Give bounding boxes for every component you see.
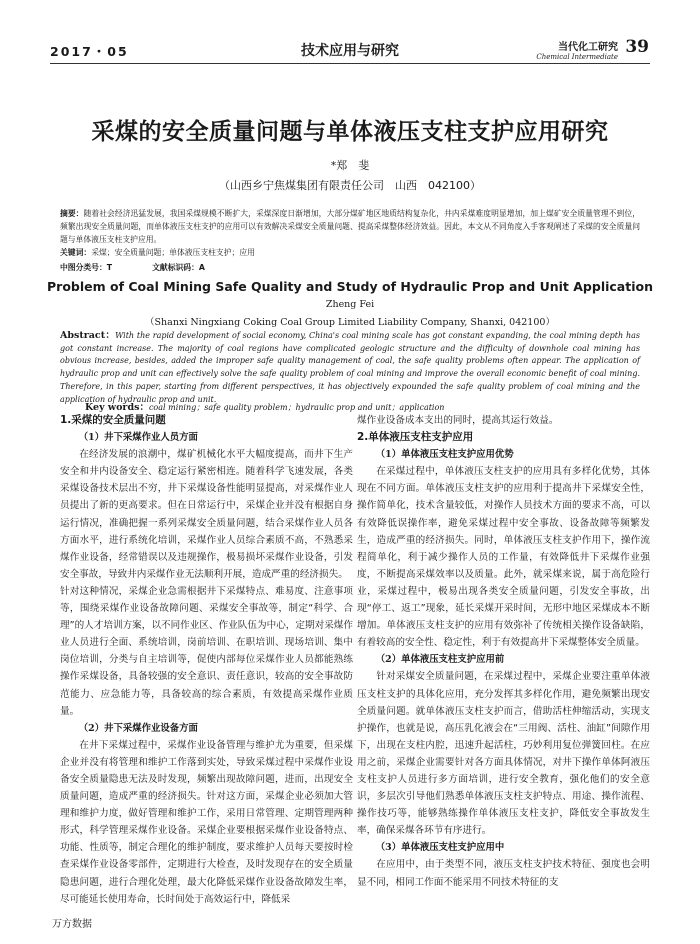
keywords-label: 关键词：	[60, 248, 92, 257]
abstract-label: 摘要：	[60, 209, 84, 218]
body-paragraph: 在井下采煤过程中，采煤作业设备管理与维护尤为重要，但采煤企业并没有将管理和维护工作落到实处，导致采煤过程中采煤作业设备安全质量隐患无法及时发现，频繁出现故障问题，进而，出现安全质量问题，造成严重的经济损失。针对这方面，采煤企业必须加大管理和维护力度，做好管理和维护工作，采用日常管理、定期管理两种形式，科学管理采煤作业设备。采煤企业要根据采煤作业设备特点、功能、性质等，制定合理化的维护制度，要求维护人员每天要按时检查采煤作业设备零部件，定期进行大检查，及时发现存在的安全质量隐患问题，进行合理化处理，最大化降低采煤作业设备故障发生率，尽可能延长使用寿命，长时间处于高效运行中，降低采	[60, 739, 353, 905]
body-paragraph: 针对这种情况，采煤企业急需根据井下采煤特点、难易度、注意事项等，围绕采煤作业设备故障问题、采煤安全事故等，制定“科学、合理”的人才培训方案，以不同作业区、作业队伍为中心，定期对采煤作业人员进行全面、系统培训，岗前培训、在职培训、现场培训、集中岗位培训，分类与自主培训等，促使内部每位采煤作业人员都能熟练操作采煤设备，具备较强的安全意识、责任意识，较高的安全事故防范能力、应急能力等，具备较高的综合素质，有效提高采煤作业质量。	[60, 585, 353, 717]
english-abstract: Abstract：With the rapid development of social economy, China's coal mining scale has got constant expanding, the coal mining depth has got constant increase. The majority of coal regions have complicated geologic structure and the difficulty of downhole coal mining has obvious increase, besides, added the improper safe quality management of coal, the safe quality problems often appear. The application of hydraulic prop and unit can effectively solve the safe quality problem of coal mining and improve the overall economic benefit of coal mining. Therefore, in this paper, starting from different perspectives, it has objectively expounded the safe quality problem of coal mining and the application of hydraulic prop and unit.	[60, 330, 640, 404]
english-author: Zheng Fei	[325, 299, 375, 310]
english-abstract-label: Abstract	[60, 330, 106, 341]
keywords-text: 采煤；安全质量问题；单体液压支柱支护；应用	[91, 248, 255, 257]
english-keywords: Key words：coal mining；safe quality problem；hydraulic prop and unit；application	[85, 402, 445, 413]
header-rule	[50, 63, 650, 64]
section-heading: 2.单体液压支柱支护应用	[357, 431, 474, 444]
classification-line	[60, 262, 205, 273]
journal-name-cn: 当代化工研究	[558, 42, 618, 53]
body-column-left	[60, 412, 353, 908]
english-affiliation: （Shanxi Ningxiang Coking Coal Group Limited Liability Company, Shanxi, 042100）	[145, 317, 555, 328]
article-affiliation: （山西乡宁焦煤集团有限责任公司 山西 042100）	[219, 179, 481, 192]
abstract-text: 随着社会经济迅猛发展，我国采煤规模不断扩大，采煤深度日渐增加，大部分煤矿地区地质结构复杂化，井内采煤难度明显增加，加上煤矿安全质量管理不到位，频繁出现安全质量问题，而单体液压支柱支护的应用可以有效解决采煤安全质量问题、提高采煤整体经济效益。因此，本文从不同角度入手客观阐述了采煤的安全质量问题与单体液压支柱支护应用。	[60, 209, 640, 244]
doc-code-label: 文献标识码：	[152, 263, 199, 272]
clc-label: 中图分类号：	[60, 263, 107, 272]
subsection-heading: （2）单体液压支柱支护应用前	[375, 654, 505, 666]
header-section: 技术应用与研究	[301, 43, 399, 59]
subsection-heading: （3）单体液压支柱支护应用中	[375, 842, 505, 854]
body-paragraph: 在经济发展的浪潮中，煤矿机械化水平大幅度提高，而井下生产安全和井内设备安全、稳定运行紧密相连。随着科学飞速发展，各类采煤设备技术层出不穷，井下采煤设备性能明显提高，对采煤作业人员提出了新的更高要求。但在日常运行中，采煤企业并没有根据自身运行情况，准确把握一系列采煤安全质量问题，结合采煤作业人员各方面水平，进行系统化培训，采煤作业人员综合素质不高，不熟悉采煤作业设备，经常错误以及违规操作，极易损坏采煤作业设备，引发安全事故，导致井内采煤作业无法顺利开展，造成严重的经济损失。	[60, 449, 353, 580]
page-number: 39	[625, 37, 649, 57]
article-title: 采煤的安全质量问题与单体液压支柱支护应用研究	[91, 119, 609, 145]
header-date: 2017・05	[50, 44, 129, 59]
body-paragraph: 煤作业设备成本支出的同时，提高其运行效益。	[357, 415, 559, 426]
abstract-cn	[60, 207, 640, 259]
body-paragraph: 针对采煤安全质量问题，在采煤过程中，采煤企业要注重单体液压支柱支护的具体化应用，充分发挥其多样化作用，避免频繁出现安全质量问题。就单体液压支柱支护而言，借助活柱伸缩活动，实现支护操作，也就是说，高压乳化液会在“三用阀、活柱、油缸”间隙作用下，出现在支柱内腔，迅速升起活柱，巧妙利用复位弹簧回柱。在应用之前，采煤企业需要针对各方面具体情况，对井下操作单体阿液压支柱支护人员进行多方面培训，进行安全教育，强化他们的安全意识，多层次引导他们熟悉单体液压支柱支护特点、用途、操作流程、操作技巧等，能够熟练操作单体液压支柱支护，降低安全事故发生率，确保采煤各环节有序进行。	[357, 671, 650, 837]
article-author: *郑 斐	[330, 159, 370, 172]
section-heading: 1.采煤的安全质量问题	[60, 414, 166, 426]
footer-source: 万方数据	[52, 919, 92, 930]
english-keywords-label: Key words	[85, 402, 140, 413]
english-abstract-text: With the rapid development of social economy, China's coal mining scale has got constant expanding, the coal mining depth has got constant increase. The majority of coal regions have complicated geologic structure and the difficulty of downhole coal mining has obvious increase, besides, added the improper safe quality management of coal, the safe quality problems often appear. The application of hydraulic prop and unit can effectively solve the safe quality problem of coal mining and improve the overall economic benefit of coal mining. Therefore, in this paper, starting from different perspectives, it has objectively expounded the safe quality problem of coal mining and the application of hydraulic prop and unit.	[60, 331, 640, 404]
subsection-heading: （2）井下采煤作业设备方面	[78, 722, 198, 734]
body-paragraph: 在采煤过程中，单体液压支柱支护的应用具有多样化优势，其体现在不同方面。单体液压支柱支护的应用利于提高井下采煤安全性，操作简单化，技术含量较低，对操作人员技术方面的要求不高，可以有效降低误操作率，避免采煤过程中安全事故、设备故障等频繁发生，造成严重的经济损失。同时，单体液压支柱支护作用下，操作流程简单化，利于减少操作人员的工作量，有效降低井下采煤作业强度，不断提高采煤效率以及质量。此外，就采煤来说，属于高危险行业，采煤过程中，极易出现各类安全质量问题，引发安全事故，出现“停工、返工”现象，延长采煤开采时间，无形中地区采煤成本不断增加。单体液压支柱支护的应用有效弥补了传统相关操作设备缺陷，有着较高的安全性、稳定性，利于有效提高井下采煤整体安全质量。	[357, 466, 650, 649]
subsection-heading: （1）单体液压支柱支护应用优势	[375, 449, 514, 461]
journal-masthead	[536, 38, 618, 61]
journal-name-en: Chemical Intermediate	[536, 53, 618, 61]
english-title: Problem of Coal Mining Safe Quality and Study of Hydraulic Prop and Unit Application	[47, 279, 653, 294]
body-column-right	[357, 412, 650, 891]
subsection-heading: （1）井下采煤作业人员方面	[78, 432, 198, 444]
doc-code-value: A	[198, 263, 205, 272]
clc-value: T	[106, 263, 113, 272]
body-paragraph: 在应用中，由于类型不同，液压支柱支护技术特征、强度也会明显不同，相同工作面不能采用不同技术特征的支	[357, 859, 650, 888]
english-keywords-text: coal mining；safe quality problem；hydraulic prop and unit；application	[148, 403, 445, 412]
